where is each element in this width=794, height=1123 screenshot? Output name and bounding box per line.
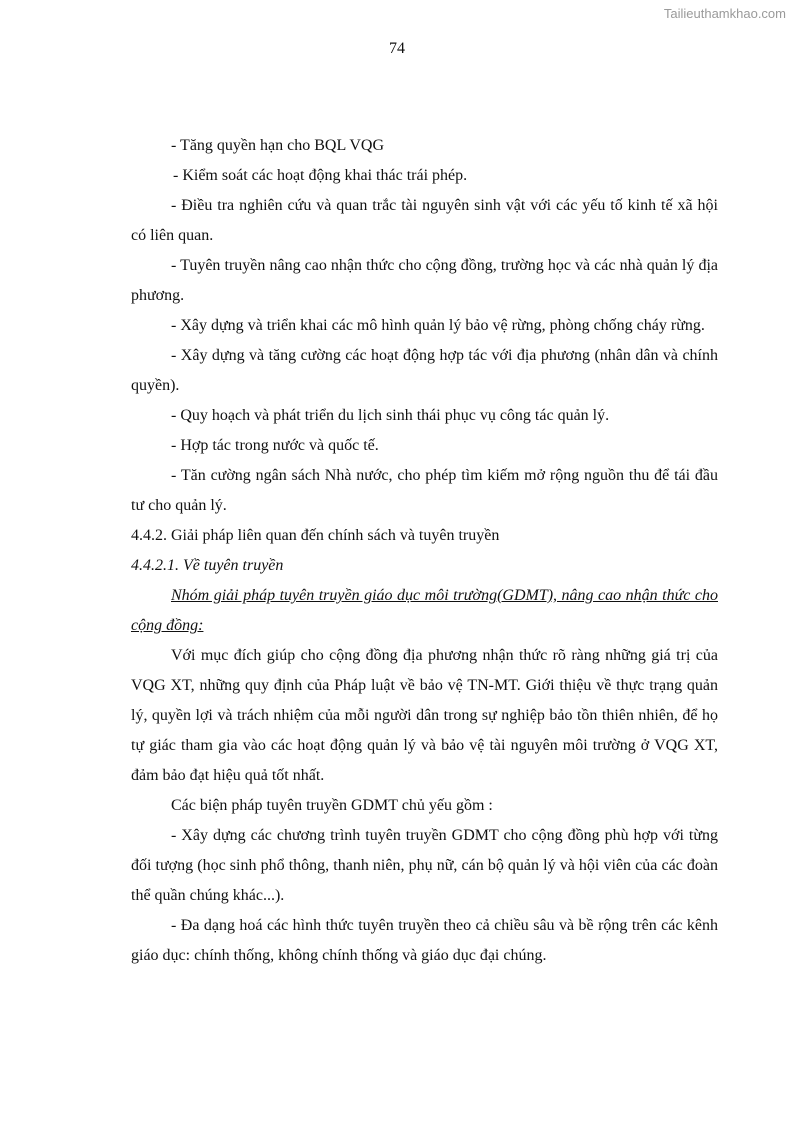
bullet-paragraph: - Hợp tác trong nước và quốc tế. [171, 437, 379, 454]
body-paragraph: Với mục đích giúp cho cộng đồng địa phương nhận thức rõ ràng những giá trị của VQG XT, những quy định của Pháp luật về bảo vệ TN-MT. Giới thiệu về thực trạng quản lý, quyền lợi và trách nhiệm của mỗi người dân trong sự nghiệp bảo tồn thiên nhiên, để họ tự giác tham gia vào các hoạt động quản lý và bảo vệ tài nguyên môi trường ở VQG XT, đảm bảo đạt hiệu quả tốt nhất. [131, 647, 718, 784]
watermark: Tailieuthamkhao.com [663, 6, 786, 21]
bullet-paragraph: - Xây dựng và tăng cường các hoạt động hợp tác với địa phương (nhân dân và chính quyền). [131, 347, 718, 394]
subsection-heading: 4.4.2.1. Về tuyên truyền [131, 557, 284, 574]
bullet-paragraph: - Đa dạng hoá các hình thức tuyên truyền theo cả chiều sâu và bề rộng trên các kênh giáo dục: chính thống, không chính thống và giáo dục đại chúng. [131, 917, 718, 964]
bullet-paragraph: - Kiểm soát các hoạt động khai thác trái phép. [173, 167, 468, 184]
bullet-paragraph: - Quy hoạch và phát triển du lịch sinh thái phục vụ công tác quản lý. [171, 407, 610, 424]
page-number: 74 [389, 40, 405, 57]
section-heading: 4.4.2. Giải pháp liên quan đến chính sách và tuyên truyền [131, 527, 500, 544]
bullet-paragraph: - Điều tra nghiên cứu và quan trắc tài nguyên sinh vật với các yếu tố kinh tế xã hội có liên quan. [131, 197, 718, 244]
bullet-paragraph: - Xây dựng và triển khai các mô hình quản lý bảo vệ rừng, phòng chống cháy rừng. [171, 317, 705, 334]
bullet-paragraph: - Tăn cường ngân sách Nhà nước, cho phép tìm kiếm mở rộng nguồn thu để tái đầu tư cho quản lý. [131, 467, 718, 514]
group-heading: Nhóm giải pháp tuyên truyền giáo dục môi trường(GDMT), nâng cao nhận thức cho cộng đồng: [131, 587, 718, 634]
bullet-paragraph: - Tăng quyền hạn cho BQL VQG [171, 137, 384, 154]
body-paragraph: Các biện pháp tuyên truyền GDMT chủ yếu gồm : [171, 797, 493, 814]
bullet-paragraph: - Tuyên truyền nâng cao nhận thức cho cộng đồng, trường học và các nhà quản lý địa phương. [131, 257, 718, 304]
bullet-paragraph: - Xây dựng các chương trình tuyên truyền GDMT cho cộng đồng phù hợp với từng đối tượng (học sinh phổ thông, thanh niên, phụ nữ, cán bộ quản lý và hội viên của các đoàn thể quần chúng khác...). [131, 827, 718, 904]
document-body [131, 131, 718, 971]
